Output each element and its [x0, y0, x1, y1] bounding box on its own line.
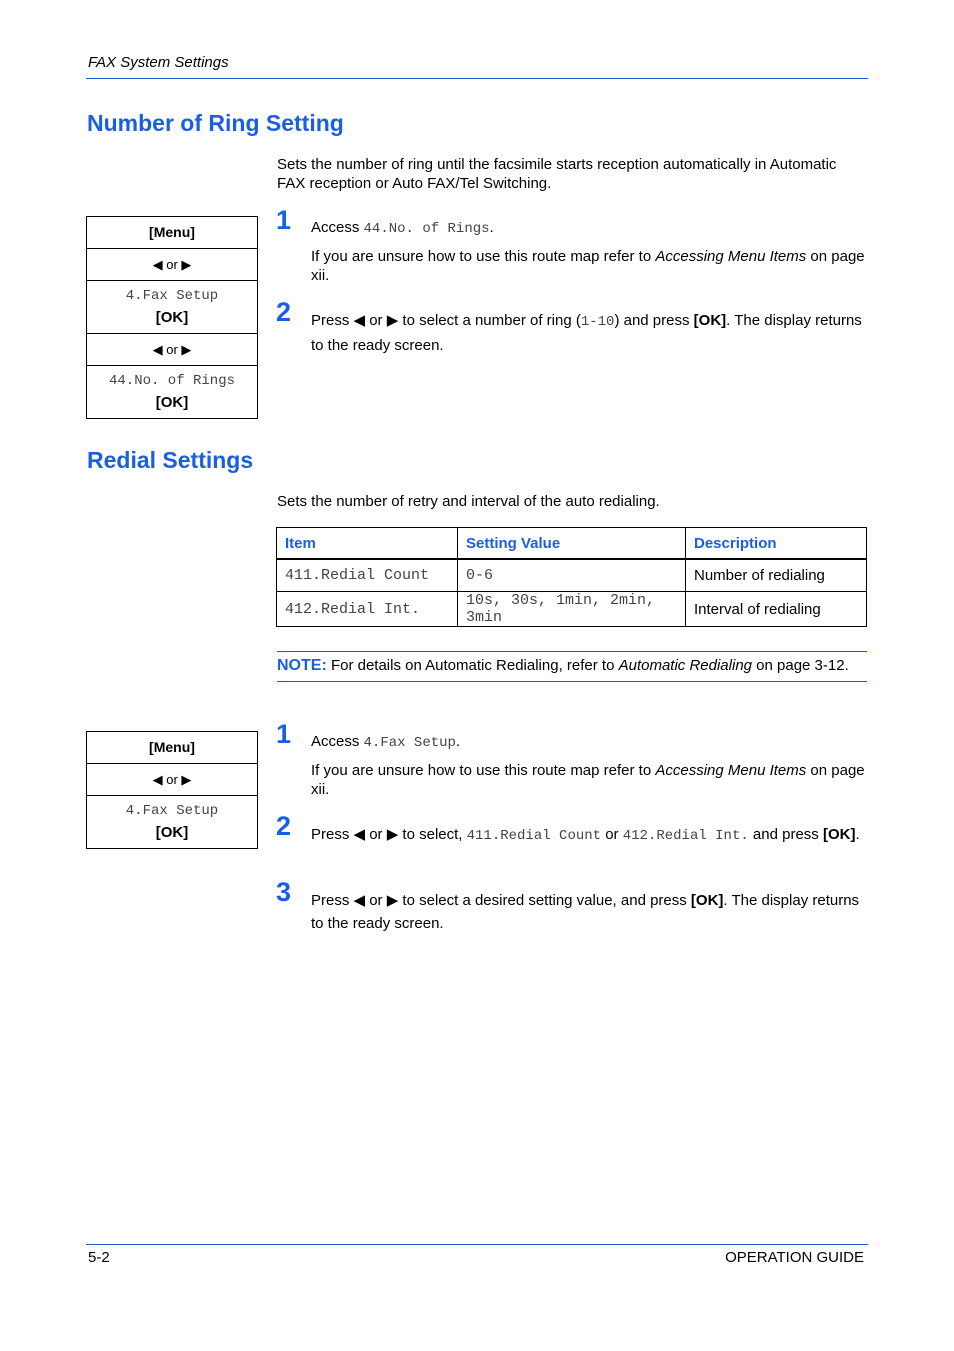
table-cell: Number of redialing: [686, 559, 867, 592]
column-header: Item: [277, 528, 458, 560]
ring-step2-text: Press ◀ or ▶ to select a number of ring (1-10) and press [OK]. The display returns to the ready screen.: [311, 312, 862, 354]
redial-step1-text: Access 4.Fax Setup.: [311, 733, 461, 751]
section-heading-redial: Redial Settings: [87, 447, 254, 473]
step-number: 1: [276, 719, 292, 749]
table-row: [277, 559, 867, 592]
route-step-fax-setup: [87, 281, 257, 334]
footer-rule: [86, 1244, 868, 1245]
page-number: 5-2: [88, 1249, 110, 1266]
step-number: 1: [276, 205, 292, 235]
note-box: NOTE: For details on Automatic Redialing, refer to Automatic Redialing on page 3-12.: [277, 651, 867, 682]
table-header-row: [277, 528, 867, 560]
redial-step3-text: Press ◀ or ▶ to select a desired setting value, and press [OK]. The display returns to the ready screen.: [311, 892, 860, 932]
guide-title: OPERATION GUIDE: [725, 1249, 864, 1266]
table-cell: 412.Redial Int.: [277, 592, 458, 627]
step-number: 2: [276, 811, 292, 841]
route-menu-label: [Menu]: [87, 217, 257, 249]
route-arrows: ◀ or ▶: [87, 249, 257, 281]
route-map-redial: [86, 731, 258, 849]
ring-step1-text: Access 44.No. of Rings.: [311, 219, 494, 237]
route-ok-label: [OK]: [155, 824, 189, 841]
column-header: Setting Value: [458, 528, 686, 560]
route-item-label: 4.Fax Setup: [125, 803, 219, 819]
route-arrows: ◀ or ▶: [87, 334, 257, 366]
table-cell: 10s, 30s, 1min, 2min, 3min: [458, 592, 686, 627]
route-step-no-of-rings: [87, 366, 257, 419]
step-number: 3: [276, 877, 292, 907]
settings-table: [276, 527, 867, 627]
table-cell: 0-6: [458, 559, 686, 592]
column-header: Description: [686, 528, 867, 560]
route-map-ring: [86, 216, 258, 419]
route-step-fax-setup: [87, 796, 257, 849]
route-item-label: 44.No. of Rings: [108, 373, 236, 389]
section-heading-ring: Number of Ring Setting: [87, 110, 344, 136]
redial-intro: Sets the number of retry and interval of the auto redialing.: [277, 493, 660, 510]
route-ok-label: [OK]: [155, 309, 189, 326]
route-item-label: 4.Fax Setup: [125, 288, 219, 304]
route-menu-label: [Menu]: [87, 732, 257, 764]
ring-intro: Sets the number of ring until the facsimile starts reception automatically in Automatic FAX reception or Auto FAX/Tel Switching.: [277, 156, 837, 192]
redial-step1-detail: If you are unsure how to use this route map refer to Accessing Menu Items on page xii.: [311, 762, 865, 798]
running-header: FAX System Settings: [88, 54, 229, 71]
header-rule: [86, 78, 868, 79]
table-cell: 411.Redial Count: [277, 559, 458, 592]
step-number: 2: [276, 297, 292, 327]
redial-step2-text: Press ◀ or ▶ to select, 411.Redial Count or 412.Redial Int. and press [OK].: [311, 826, 860, 844]
ring-step1-detail: If you are unsure how to use this route map refer to Accessing Menu Items on page xii.: [311, 248, 865, 284]
route-arrows: ◀ or ▶: [87, 764, 257, 796]
table-row: [277, 592, 867, 627]
note-label: NOTE:: [277, 657, 327, 674]
table-cell: Interval of redialing: [686, 592, 867, 627]
route-ok-label: [OK]: [155, 394, 189, 411]
